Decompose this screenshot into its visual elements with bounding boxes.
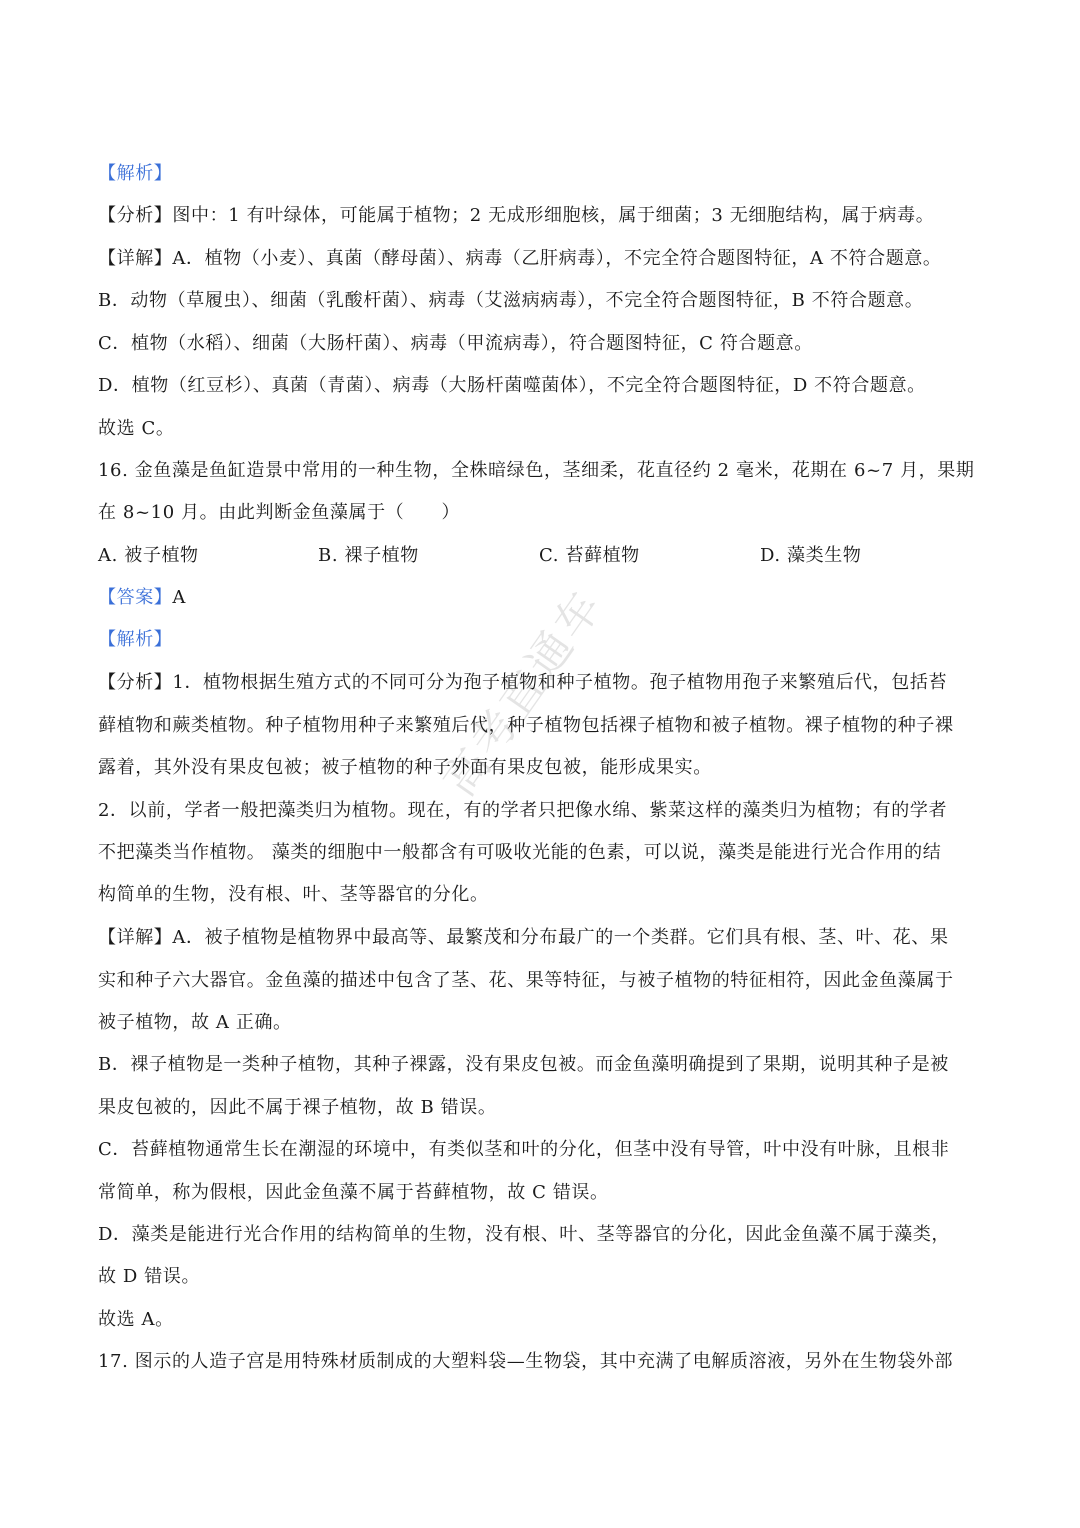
conclusion: 故选 C。 [98, 418, 175, 439]
detail-paragraph-line: B．裸子植物是一类种子植物，其种子裸露，没有果皮包被。而金鱼藻明确提到了果期，说明其种子是被 [98, 1054, 949, 1075]
detail-option-a: 【详解】A．植物（小麦）、真菌（酵母菌）、病毒（乙肝病毒），不完全符合题图特征，A 不符合题意。 [98, 248, 942, 269]
detail-paragraph-line: 被子植物，故 A 正确。 [98, 1012, 292, 1033]
conclusion-2: 故选 A。 [98, 1309, 174, 1330]
analysis-paragraph-line: 构简单的生物，没有根、叶、茎等器官的分化。 [98, 884, 489, 905]
question-17-stem: 17. 图示的人造子宫是用特殊材质制成的大塑料袋—生物袋，其中充满了电解质溶液，另外在生物袋外部 [98, 1351, 954, 1372]
analysis-paragraph-line: 2．以前，学者一般把藻类归为植物。现在，有的学者只把像水绵、紫菜这样的藻类归为植物；有的学者 [98, 800, 948, 821]
question-16-stem: 16. 金鱼藻是鱼缸造景中常用的一种生物，全株暗绿色，茎细柔，花直径约 2 毫米，花期在 6~7 月，果期 [98, 460, 975, 481]
option-b: B. 裸子植物 [318, 545, 419, 566]
detail-paragraph-line: 故 D 错误。 [98, 1266, 201, 1287]
analysis-heading: 【解析】 [98, 163, 173, 184]
analysis-paragraph-line: 不把藻类当作植物。 藻类的细胞中一般都含有可吸收光能的色素，可以说，藻类是能进行光合作用的结 [98, 842, 942, 863]
option-a: A. 被子植物 [98, 545, 199, 566]
analysis-paragraph-line: 【分析】1．植物根据生殖方式的不同可分为孢子植物和种子植物。孢子植物用孢子来繁殖后代，包括苔 [98, 672, 948, 693]
detail-paragraph-line: D．藻类是能进行光合作用的结构简单的生物，没有根、叶、茎等器官的分化，因此金鱼藻不属于藻类， [98, 1224, 951, 1245]
answer-line [98, 585, 978, 611]
detail-paragraph-line: 【详解】A．被子植物是植物界中最高等、最繁茂和分布最广的一个类群。它们具有根、茎、叶、花、果 [98, 927, 949, 948]
detail-paragraph-line: 常简单，称为假根，因此金鱼藻不属于苔藓植物，故 C 错误。 [98, 1182, 609, 1203]
analysis-paragraph-line: 露着，其外没有果皮包被；被子植物的种子外面有果皮包被，能形成果实。 [98, 757, 712, 778]
answer-value: A [172, 587, 187, 608]
detail-paragraph-line: 果皮包被的，因此不属于裸子植物，故 B 错误。 [98, 1097, 497, 1118]
analysis-paragraph: 【分析】图中：1 有叶绿体，可能属于植物；2 无成形细胞核，属于细菌；3 无细胞结构，属于病毒。 [98, 205, 935, 226]
option-c: C. 苔藓植物 [539, 545, 640, 566]
answer-tag: 【答案】 [98, 587, 173, 608]
analysis-heading-2: 【解析】 [98, 629, 173, 650]
option-d: D. 藻类生物 [760, 545, 862, 566]
question-16-stem-cont: 在 8~10 月。由此判断金鱼藻属于（ ） [98, 502, 461, 523]
watermark: 高考直通车 [434, 579, 614, 806]
detail-paragraph-line: C．苔藓植物通常生长在潮湿的环境中，有类似茎和叶的分化，但茎中没有导管，叶中没有叶脉，且根非 [98, 1139, 950, 1160]
detail-paragraph-line: 实和种子六大器官。金鱼藻的描述中包含了茎、花、果等特征，与被子植物的特征相符，因此金鱼藻属于 [98, 970, 954, 991]
analysis-paragraph-line: 藓植物和蕨类植物。种子植物用种子来繁殖后代，种子植物包括裸子植物和被子植物。裸子植物的种子裸 [98, 715, 954, 736]
detail-option-d: D．植物（红豆杉）、真菌（青菌）、病毒（大肠杆菌噬菌体），不完全符合题图特征，D 不符合题意。 [98, 375, 926, 396]
detail-option-c: C．植物（水稻）、细菌（大肠杆菌）、病毒（甲流病毒），符合题图特征，C 符合题意。 [98, 333, 813, 354]
detail-option-b: B．动物（草履虫）、细菌（乳酸杆菌）、病毒（艾滋病病毒），不完全符合题图特征，B 不符合题意。 [98, 290, 924, 311]
